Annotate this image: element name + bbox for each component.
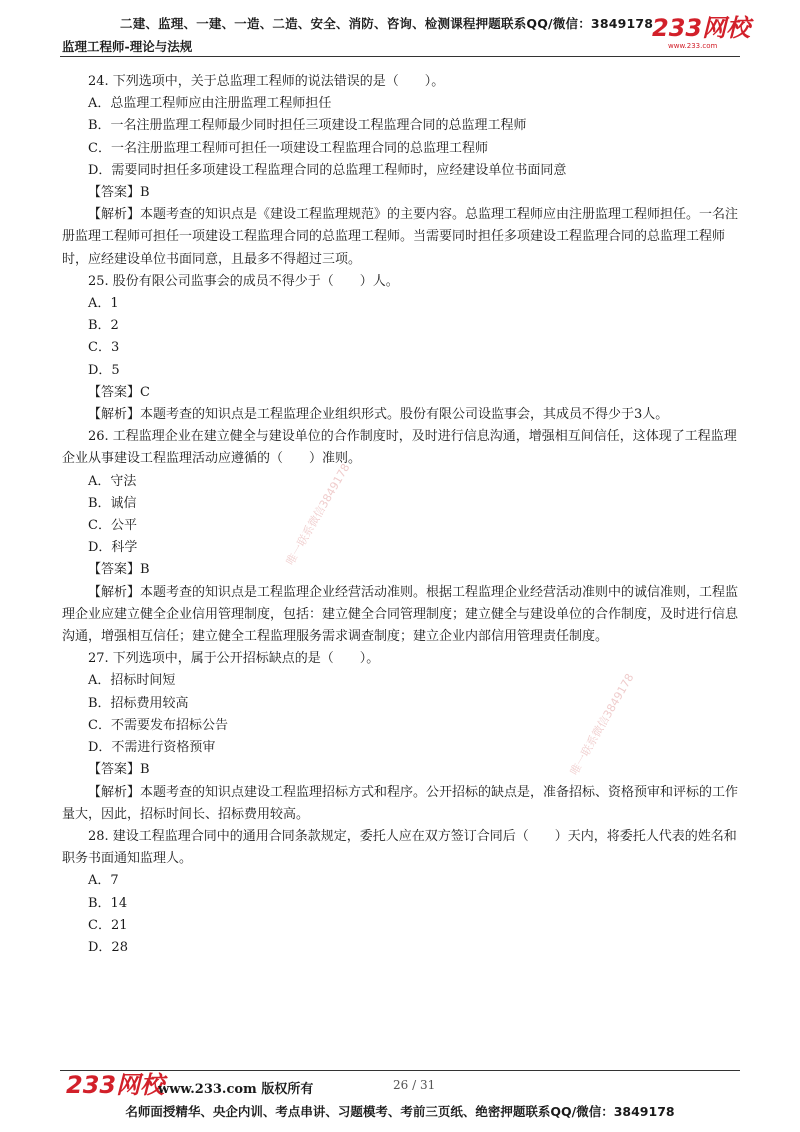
question-25	[62, 271, 742, 426]
option-c: C．3	[88, 340, 120, 356]
explanation: 【解析】本题考查的知识点是《建设工程监理规范》的主要内容。总监理工程师应由注册监理工程师担任。一名注册监理工程师可担任一项建设工程监理合同的总监理工程师。当需要同时担任多项建设工程监理合同的总监理工程师时，应经建设单位书面同意，且最多不得超过三项。	[62, 207, 739, 267]
option-b: B．14	[88, 895, 128, 911]
answer: 【答案】B	[88, 562, 150, 578]
question-stem: 25. 股份有限公司监事会的成员不得少于（ ）人。	[88, 273, 399, 289]
question-stem: 28. 建设工程监理合同中的通用合同条款规定，委托人应在双方签订合同后（ ）天内，将委托人代表的姓名和职务书面通知监理人。	[62, 828, 737, 867]
option-c: C．公平	[88, 518, 137, 534]
answer: 【答案】B	[88, 762, 150, 778]
option-c: C．21	[88, 917, 128, 933]
explanation: 【解析】本题考查的知识点是工程监理企业经营活动准则。根据工程监理企业经营活动准则中的诚信准则，工程监理企业应建立健全企业信用管理制度，包括：建立健全合同管理制度；建立健全与建设单位的合作制度，及时进行信息沟通，增强相互信任；建立健全工程监理服务需求调查制度；建立企业内部信用管理责任制度。	[62, 584, 739, 645]
option-d: D．科学	[88, 540, 138, 556]
option-a: A．招标时间短	[88, 673, 176, 689]
watermark-text: 唯一联系微信3849178	[567, 671, 637, 778]
option-d: D．5	[88, 362, 120, 378]
option-a: A．守法	[88, 473, 137, 489]
option-a: A．1	[88, 296, 119, 312]
option-d: D．需要同时担任多项建设工程监理合同的总监理工程师时，应经建设单位书面同意	[88, 162, 567, 178]
explanation: 【解析】本题考查的知识点建设工程监理招标方式和程序。公开招标的缺点是，准备招标、资格预审和评标的工作量大，因此，招标时间长、招标费用较高。	[62, 784, 739, 822]
footer-brand-logo: 233网校	[66, 1071, 165, 1099]
page-number: 26 / 31	[393, 1078, 436, 1092]
option-d: D．28	[88, 939, 128, 955]
answer: 【答案】B	[88, 185, 150, 201]
header-divider	[60, 56, 740, 57]
option-a: A．7	[88, 873, 119, 889]
question-stem: 27. 下列选项中，属于公开招标缺点的是（ ）。	[88, 651, 380, 667]
header-promo-text: 二建、监理、一建、一造、二造、安全、消防、咨询、检测课程押题联系QQ/微信：3849178	[120, 16, 654, 31]
question-28	[62, 826, 742, 959]
question-stem: 26. 工程监理企业在建立健全与建设单位的合作制度时，及时进行信息沟通，增强相互间信任，这体现了工程监理企业从事建设工程监理活动应遵循的（ ）准则。	[62, 429, 737, 467]
watermark-text: 唯一联系微信3849178	[283, 461, 353, 568]
option-d: D．不需进行资格预审	[88, 740, 216, 756]
question-26	[62, 426, 742, 648]
option-b: B．一名注册监理工程师最少同时担任三项建设工程监理合同的总监理工程师	[88, 118, 527, 134]
answer: 【答案】C	[88, 384, 150, 400]
document-body	[62, 71, 742, 959]
option-c: C．一名注册监理工程师可担任一项建设工程监理合同的总监理工程师	[88, 140, 488, 156]
option-b: B．招标费用较高	[88, 695, 189, 711]
question-24	[62, 71, 742, 271]
option-c: C．不需要发布招标公告	[88, 717, 228, 733]
option-a: A．总监理工程师应由注册监理工程师担任	[88, 96, 332, 112]
explanation: 【解析】本题考查的知识点是工程监理企业组织形式。股份有限公司设监事会，其成员不得少于3人。	[88, 407, 669, 423]
brand-logo: 233网校	[652, 14, 751, 42]
brand-logo-url: www.233.com	[668, 42, 718, 50]
question-stem: 24. 下列选项中，关于总监理工程师的说法错误的是（ ）。	[88, 74, 445, 89]
option-b: B．诚信	[88, 495, 137, 511]
footer-copyright: www.233.com 版权所有	[158, 1082, 314, 1097]
footer-promo-text: 名师面授精华、央企内训、考点串讲、习题模考、考前三页纸、绝密押题联系QQ/微信：3849178	[125, 1104, 675, 1119]
header-subject-title: 监理工程师-理论与法规	[62, 39, 193, 54]
option-b: B．2	[88, 318, 119, 334]
question-27	[62, 648, 742, 826]
